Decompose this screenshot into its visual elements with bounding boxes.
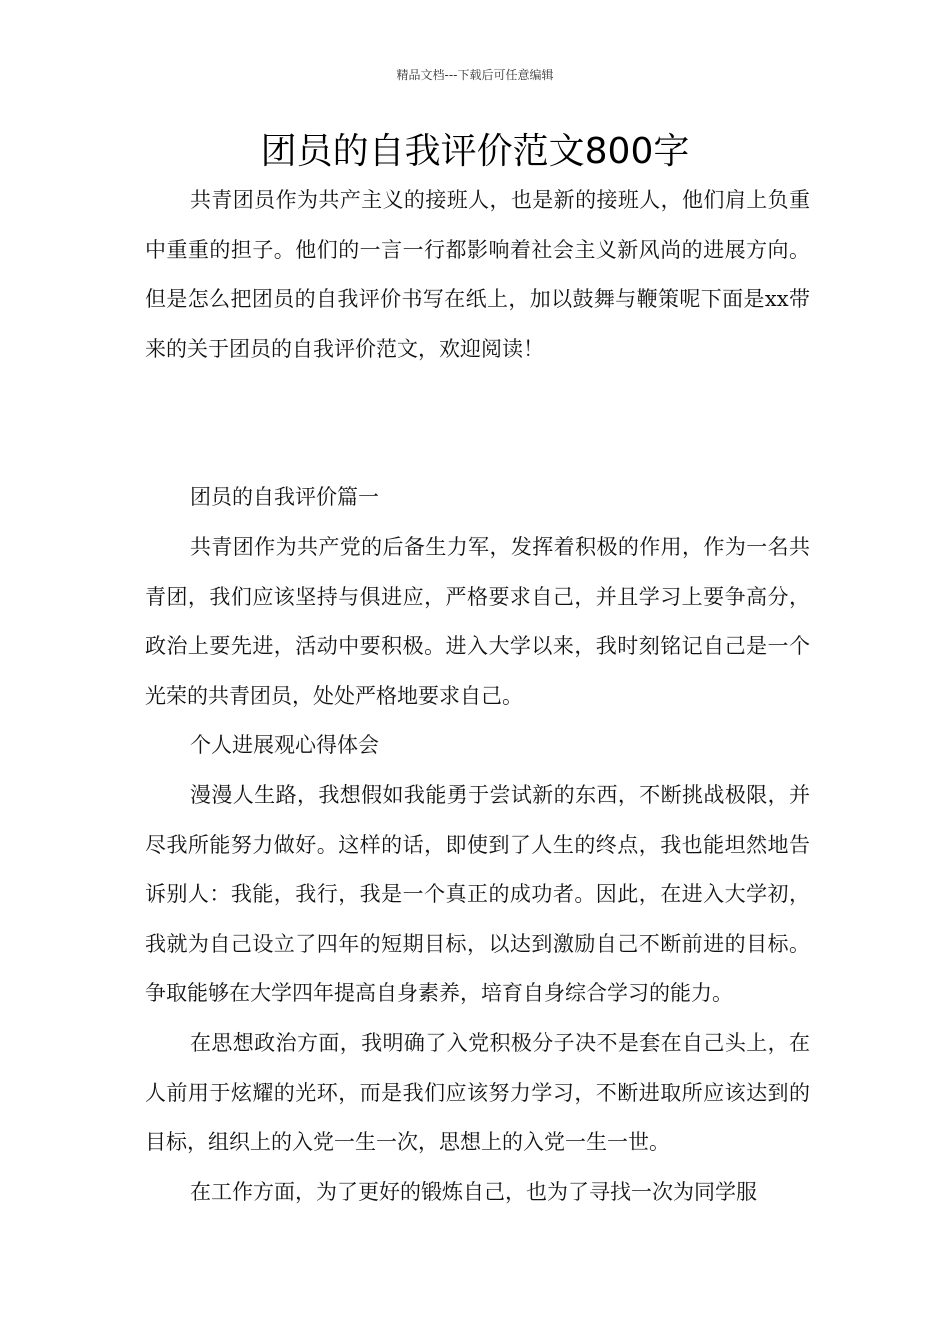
paragraph-1: 共青团作为共产党的后备生力军，发挥着积极的作用，作为一名共青团，我们应该坚持与俱进应，严格要求自己，并且学习上要争高分，政治上要先进，活动中要积极。进入大学以来，我时刻铭记自己是一个光荣的共青团员，处处严格地要求自己。 xyxy=(145,534,810,708)
intro-paragraph: 共青团员作为共产主义的接班人，也是新的接班人，他们肩上负重中重重的担子。他们的一言一行都影响着社会主义新风尚的进展方向。但是怎么把团员的自我评价书写在纸上，加以鼓舞与鞭策呢下面是xx带来的关于团员的自我评价范文，欢迎阅读！ xyxy=(145,188,810,361)
subheading: 个人进展观心得体会 xyxy=(190,733,379,758)
document-body xyxy=(145,176,810,1217)
paragraph-3: 在思想政治方面，我明确了入党积极分子决不是套在自己头上，在人前用于炫耀的光环，而是我们应该努力学习，不断进取所应该达到的目标，组织上的入党一生一次，思想上的入党一生一世。 xyxy=(145,1030,810,1155)
paragraph-2: 漫漫人生路，我想假如我能勇于尝试新的东西，不断挑战极限，并尽我所能努力做好。这样的话，即使到了人生的终点，我也能坦然地告诉别人：我能，我行，我是一个真正的成功者。因此，在进入大学初，我就为自己设立了四年的短期目标，以达到激励自己不断前进的目标。争取能够在大学四年提高自身素养，培育自身综合学习的能力。 xyxy=(145,782,810,1006)
document-title: 团员的自我评价范文800字 xyxy=(260,131,690,172)
paragraph-4: 在工作方面，为了更好的锻炼自己，也为了寻找一次为同学服 xyxy=(190,1179,757,1204)
paragraph-spacer xyxy=(145,374,810,473)
section-heading: 团员的自我评价篇一 xyxy=(190,485,379,510)
header-note: 精品文档---下载后可任意编辑 xyxy=(396,68,554,82)
